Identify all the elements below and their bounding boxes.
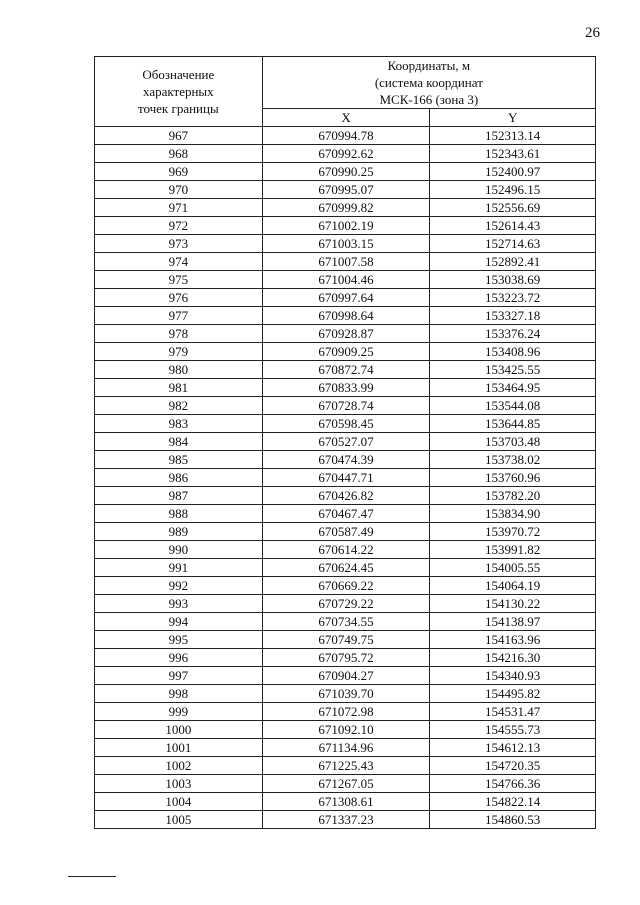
table-row (95, 757, 596, 775)
table-row (95, 217, 596, 235)
y-header: Y (430, 109, 596, 127)
point-id-cell: 978 (95, 325, 263, 343)
y-cell: 153544.08 (430, 397, 596, 415)
table-row (95, 793, 596, 811)
table-row (95, 775, 596, 793)
point-id-cell: 969 (95, 163, 263, 181)
x-cell: 670587.49 (262, 523, 430, 541)
x-cell: 670669.22 (262, 577, 430, 595)
point-id-cell: 1001 (95, 739, 263, 757)
point-id-cell: 996 (95, 649, 263, 667)
point-id-cell: 970 (95, 181, 263, 199)
page-number: 26 (585, 25, 600, 41)
table-row (95, 739, 596, 757)
x-cell: 670795.72 (262, 649, 430, 667)
y-cell: 153425.55 (430, 361, 596, 379)
point-id-cell: 972 (95, 217, 263, 235)
table-row (95, 343, 596, 361)
y-cell: 153376.24 (430, 325, 596, 343)
table-row (95, 271, 596, 289)
point-id-cell: 1004 (95, 793, 263, 811)
point-id-cell: 977 (95, 307, 263, 325)
x-cell: 671267.05 (262, 775, 430, 793)
x-cell: 670598.45 (262, 415, 430, 433)
y-cell: 153038.69 (430, 271, 596, 289)
y-cell: 153408.96 (430, 343, 596, 361)
point-id-cell: 1005 (95, 811, 263, 829)
y-cell: 153760.96 (430, 469, 596, 487)
y-cell: 152556.69 (430, 199, 596, 217)
x-cell: 670992.62 (262, 145, 430, 163)
point-id-cell: 985 (95, 451, 263, 469)
table-row (95, 433, 596, 451)
y-cell: 152892.41 (430, 253, 596, 271)
table-row (95, 235, 596, 253)
point-id-cell: 992 (95, 577, 263, 595)
point-id-cell: 973 (95, 235, 263, 253)
y-cell: 154005.55 (430, 559, 596, 577)
x-cell: 670904.27 (262, 667, 430, 685)
y-cell: 153327.18 (430, 307, 596, 325)
x-cell: 671039.70 (262, 685, 430, 703)
y-cell: 153738.02 (430, 451, 596, 469)
y-cell: 152614.43 (430, 217, 596, 235)
table-row (95, 613, 596, 631)
x-cell: 670990.25 (262, 163, 430, 181)
y-cell: 153834.90 (430, 505, 596, 523)
point-id-cell: 976 (95, 289, 263, 307)
point-id-cell: 982 (95, 397, 263, 415)
table-row (95, 379, 596, 397)
x-cell: 670467.47 (262, 505, 430, 523)
x-cell: 670749.75 (262, 631, 430, 649)
x-cell: 670426.82 (262, 487, 430, 505)
y-cell: 153703.48 (430, 433, 596, 451)
x-cell: 670447.71 (262, 469, 430, 487)
x-cell: 671308.61 (262, 793, 430, 811)
x-cell: 671337.23 (262, 811, 430, 829)
y-cell: 154216.30 (430, 649, 596, 667)
point-id-cell: 986 (95, 469, 263, 487)
table-row (95, 361, 596, 379)
coordinates-header-line-1: Координаты, м (387, 58, 471, 73)
x-cell: 671007.58 (262, 253, 430, 271)
y-cell: 153782.20 (430, 487, 596, 505)
x-cell: 671225.43 (262, 757, 430, 775)
y-cell: 154612.13 (430, 739, 596, 757)
x-cell: 670995.07 (262, 181, 430, 199)
table-row (95, 631, 596, 649)
table-row (95, 649, 596, 667)
y-cell: 154766.36 (430, 775, 596, 793)
y-cell: 153644.85 (430, 415, 596, 433)
point-id-cell: 999 (95, 703, 263, 721)
table-row (95, 667, 596, 685)
point-id-cell: 980 (95, 361, 263, 379)
x-cell: 671134.96 (262, 739, 430, 757)
table-row (95, 163, 596, 181)
y-cell: 152313.14 (430, 127, 596, 145)
point-id-cell: 995 (95, 631, 263, 649)
point-id-cell: 979 (95, 343, 263, 361)
point-id-cell: 1003 (95, 775, 263, 793)
y-cell: 154138.97 (430, 613, 596, 631)
table-row (95, 145, 596, 163)
x-cell: 670474.39 (262, 451, 430, 469)
coordinates-header (262, 57, 595, 109)
footnote-divider (68, 876, 116, 877)
x-cell: 670527.07 (262, 433, 430, 451)
y-cell: 154531.47 (430, 703, 596, 721)
y-cell: 152343.61 (430, 145, 596, 163)
y-cell: 154860.53 (430, 811, 596, 829)
y-cell: 154822.14 (430, 793, 596, 811)
point-id-cell: 968 (95, 145, 263, 163)
point-id-cell: 975 (95, 271, 263, 289)
x-cell: 670928.87 (262, 325, 430, 343)
x-cell: 670994.78 (262, 127, 430, 145)
y-cell: 154163.96 (430, 631, 596, 649)
point-id-cell: 1002 (95, 757, 263, 775)
y-cell: 154130.22 (430, 595, 596, 613)
point-id-cell: 990 (95, 541, 263, 559)
table-row (95, 451, 596, 469)
point-id-cell: 993 (95, 595, 263, 613)
x-cell: 671004.46 (262, 271, 430, 289)
point-id-cell: 988 (95, 505, 263, 523)
table-row (95, 415, 596, 433)
y-cell: 153970.72 (430, 523, 596, 541)
point-id-cell: 974 (95, 253, 263, 271)
point-id-cell: 981 (95, 379, 263, 397)
y-cell: 152496.15 (430, 181, 596, 199)
y-cell: 154720.35 (430, 757, 596, 775)
x-cell: 670872.74 (262, 361, 430, 379)
table-row (95, 127, 596, 145)
x-cell: 670997.64 (262, 289, 430, 307)
coordinates-header-line-3: МСК-166 (зона 3) (379, 92, 479, 107)
y-cell: 153223.72 (430, 289, 596, 307)
point-header-line-3: точек границы (137, 101, 219, 116)
table-row (95, 541, 596, 559)
y-cell: 154495.82 (430, 685, 596, 703)
point-id-cell: 997 (95, 667, 263, 685)
x-cell: 671092.10 (262, 721, 430, 739)
table-row (95, 199, 596, 217)
x-cell: 670833.99 (262, 379, 430, 397)
point-id-cell: 971 (95, 199, 263, 217)
x-header: X (262, 109, 430, 127)
coordinates-table (94, 56, 596, 829)
point-id-cell: 989 (95, 523, 263, 541)
table-row (95, 181, 596, 199)
y-cell: 154340.93 (430, 667, 596, 685)
point-header-line-2: характерных (143, 84, 214, 99)
y-cell: 152400.97 (430, 163, 596, 181)
table-row (95, 559, 596, 577)
point-id-cell: 967 (95, 127, 263, 145)
point-id-cell: 983 (95, 415, 263, 433)
point-id-cell: 991 (95, 559, 263, 577)
x-cell: 670624.45 (262, 559, 430, 577)
coordinates-header-line-2: (система координат (374, 75, 483, 90)
x-cell: 671002.19 (262, 217, 430, 235)
table-row (95, 505, 596, 523)
table-row (95, 397, 596, 415)
table-row (95, 487, 596, 505)
x-cell: 670734.55 (262, 613, 430, 631)
table-row (95, 685, 596, 703)
y-cell: 153464.95 (430, 379, 596, 397)
table-row (95, 811, 596, 829)
y-cell: 153991.82 (430, 541, 596, 559)
table-row (95, 523, 596, 541)
point-id-cell: 984 (95, 433, 263, 451)
table-row (95, 289, 596, 307)
x-cell: 670728.74 (262, 397, 430, 415)
x-cell: 670729.22 (262, 595, 430, 613)
x-cell: 670909.25 (262, 343, 430, 361)
table-row (95, 307, 596, 325)
x-cell: 671003.15 (262, 235, 430, 253)
table-row (95, 577, 596, 595)
point-id-cell: 1000 (95, 721, 263, 739)
point-id-cell: 994 (95, 613, 263, 631)
x-cell: 670614.22 (262, 541, 430, 559)
point-header (95, 57, 263, 127)
x-cell: 671072.98 (262, 703, 430, 721)
table-body (95, 127, 596, 829)
y-cell: 154064.19 (430, 577, 596, 595)
point-id-cell: 998 (95, 685, 263, 703)
x-cell: 670999.82 (262, 199, 430, 217)
point-id-cell: 987 (95, 487, 263, 505)
table-row (95, 595, 596, 613)
point-header-line-1: Обозначение (142, 67, 215, 82)
table-row (95, 325, 596, 343)
table-row (95, 469, 596, 487)
y-cell: 154555.73 (430, 721, 596, 739)
table-row (95, 703, 596, 721)
table-row (95, 253, 596, 271)
x-cell: 670998.64 (262, 307, 430, 325)
y-cell: 152714.63 (430, 235, 596, 253)
table-row (95, 721, 596, 739)
